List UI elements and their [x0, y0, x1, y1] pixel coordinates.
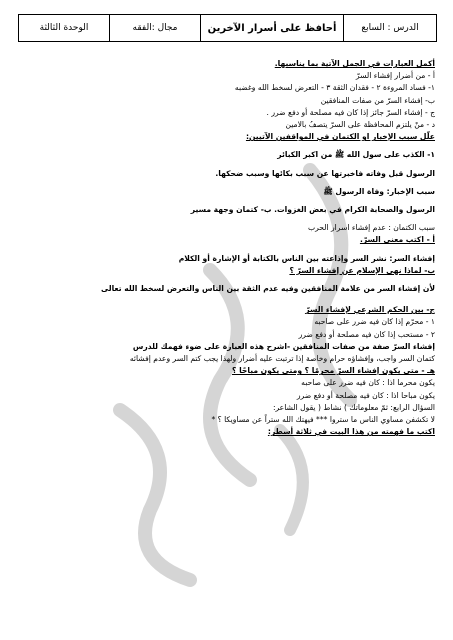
worksheet-line: د - منْ يلتزم المحافظة على السرّ يتصفُ بالامين — [285, 120, 435, 130]
worksheet-line: ب- إفشاء السرّ من صفات المنافقين — [320, 95, 435, 105]
worksheet-line: يكون مباحا اذا : كان فيه مصلحة أو دفع ضرر — [296, 390, 435, 400]
lesson-title: أحافظ على أسرار الآخرين — [200, 15, 343, 41]
worksheet-line: الرسول والصحابة الكرام في بعض الغزوات. ب- كتمان وجهة مسير — [190, 205, 435, 215]
worksheet-line: ١- الكذب على سول الله ﷺ من اكبر الكبائر — [277, 150, 435, 160]
lesson-field: مجال :الفقه — [109, 15, 200, 41]
lesson-unit: الوحدة الثالثة — [39, 23, 89, 33]
worksheet-line: ٢ - مستحب إذا كان فيه مصلحة أو دفع ضرر — [298, 329, 435, 339]
worksheet-line: أكمل العبارات في الجمل الآتية بما يناسبها. — [274, 59, 435, 68]
worksheet-line: علّل سبب الإخبار او الكتمان في المواقفين الآتيين: — [245, 132, 435, 142]
worksheet-line: ١ - محرّم إذا كان فيه ضرر على صاحبه — [314, 317, 435, 327]
worksheet-line: ١- فساد المروءة ٢ - فقدان الثقة ٣ - التعرض لسخط الله وغضبه — [234, 83, 435, 93]
worksheet-line: أ - من أضرار إفشاء السرّ — [355, 71, 435, 81]
worksheet-line: لأن إفشاء السر من علامة المنافقين وفيه عدم الثقة بين الناس والتعرض لسخط الله تعالى — [101, 284, 435, 294]
line-spacer — [18, 295, 435, 304]
worksheet-line: إفشاء السر: نشر السر وإذاعته بين الناس بالكتابة أو الإشارة أو الكلام — [178, 253, 435, 263]
worksheet-line: السؤال الرابع: ثمّ معلوماتك ) نشاط ( يقول الشاعر: — [272, 402, 435, 412]
worksheet-line: سبب الإخبار: وفاة الرسول ﷺ — [323, 186, 435, 196]
lesson-header-table — [18, 14, 437, 42]
worksheet-line: اكتب ما فهمته من هذا البيت في ثلاثة أسطر: — [267, 427, 435, 437]
worksheet-body — [18, 58, 435, 438]
worksheet-line: إفشاء السرّ صفة من صفات المنافقين -اشرح هذه العبارة على ضوء فهمك للدرس — [132, 341, 435, 351]
worksheet-line: لا تكشفن مساوي الناس ما ستروا *** فيهتك الله ستراً عن مساويكا ؟ * — [211, 415, 435, 425]
worksheet-line: هـ - متى يكون إفشاء السرّ محرمًا ؟ ومتى يكون مباحًا ؟ — [232, 366, 435, 376]
worksheet-line: أ - اكتب معنى السرّ. — [359, 235, 435, 245]
worksheet-line: ج - إفشاء السرّ جائز إذا كان فيه مصلحة أو دفع ضرر . — [266, 107, 435, 117]
worksheet-line: الرسول قبل وفاته فاخبرتها عن سبب بكائها وسبب ضحكها. — [215, 168, 435, 178]
worksheet-line: سبب الكتمان : عدم إفشاء اسرار الحرب — [307, 223, 435, 233]
worksheet-line: يكون محرما اذا : كان فيه ضرر على صاحبه — [301, 378, 435, 388]
worksheet-line: كتمان السر واجب، وإفشاؤه حرام وخاصة إذا ترتبت عليه أضرار ولهذا يجب كتم السر وعدم إفشائه — [129, 354, 435, 364]
worksheet-line: ب- لماذا نهى الإسلام عن إفشاء السرّ ؟ — [289, 265, 435, 275]
lesson-number: الدرس : السابع — [343, 15, 436, 41]
worksheet-line: ج- بين الحكم الشرعي لإفشاء السرّ — [305, 305, 435, 315]
